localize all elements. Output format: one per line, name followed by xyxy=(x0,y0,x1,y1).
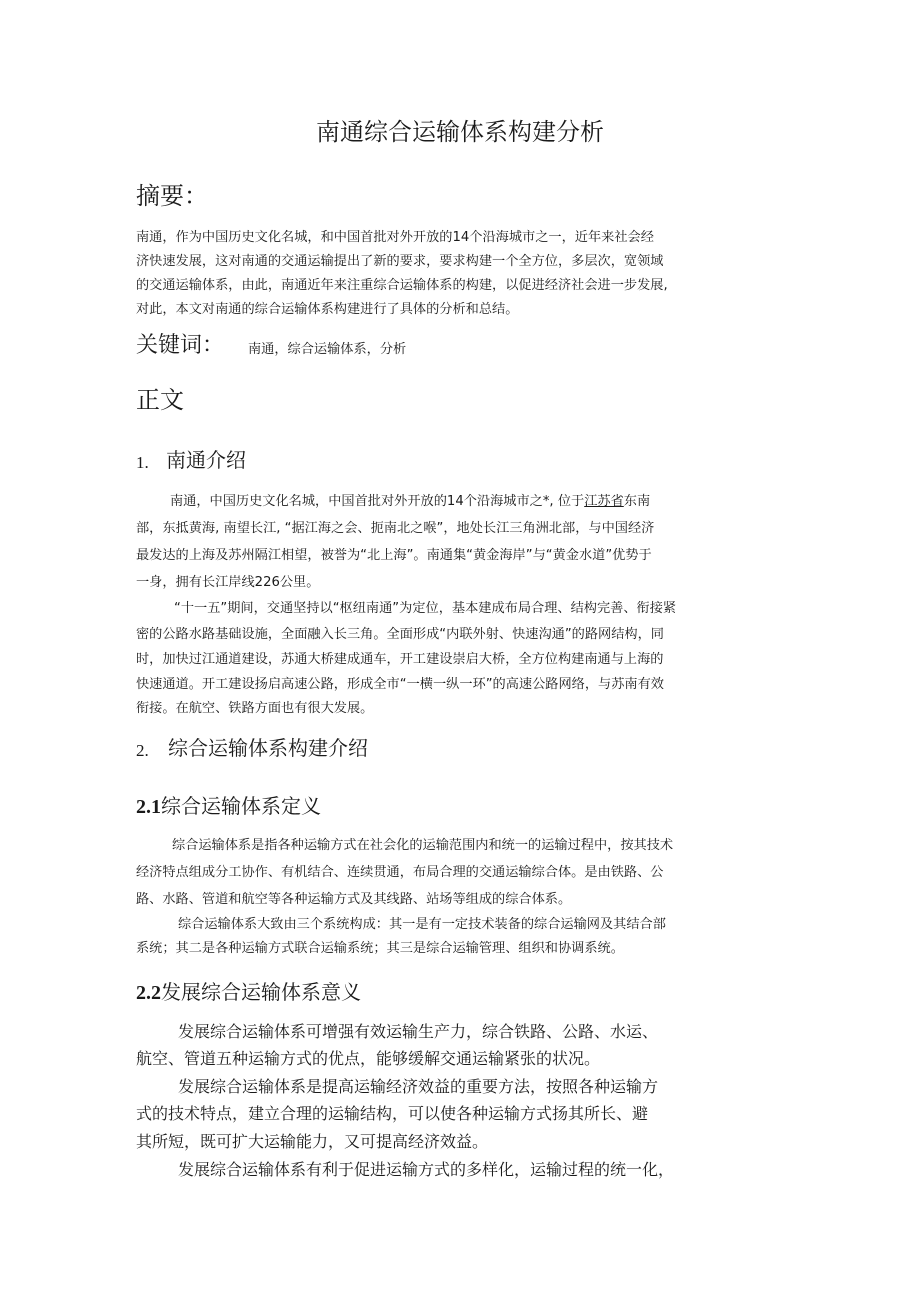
section-2-2-title: 发展综合运输体系意义 xyxy=(161,980,361,1004)
section-1-p1-line-2: 部，东抵黄海, 南望长江, “据江海之会、扼南北之喉”，地处长江三角洲北部，与中国经济 xyxy=(136,521,655,536)
section-2-1-heading xyxy=(136,792,321,821)
section-2-2-heading xyxy=(136,978,361,1007)
keywords-label: 关键词： xyxy=(136,333,225,358)
section-2-2-line-1: 发展综合运输体系可增强有效运输生产力，综合铁路、公路、水运、 xyxy=(178,1022,659,1041)
section-1-p2-line-2: 密的公路水路基础设施，全面融入长三角。全面形成“内联外射、快速沟通”的路网结构，同 xyxy=(136,627,664,642)
section-1-p1-line-4: 一身，拥有长江岸线226公里。 xyxy=(136,575,320,590)
section-2-1-p1-line-3: 路、水路、管道和航空等各种运输方式及其线路、站场等组成的综合体系。 xyxy=(136,892,572,907)
section-2-2-line-4: 式的技术特点，建立合理的运输结构，可以使各种运输方式扬其所长、避 xyxy=(136,1104,649,1123)
section-2-1-p2-line-1: 综合运输体系大致由三个系统构成：其一是有一定技术装备的综合运输网及其结合部 xyxy=(178,917,666,932)
section-1-p1-line-3: 最发达的上海及苏州隔江相望，被誉为“北上海”。南通集“黄金海岸”与“黄金水道”优势于 xyxy=(136,548,652,563)
section-2-2-number: 2.2 xyxy=(136,982,161,1004)
abstract-line-1: 南通，作为中国历史文化名城，和中国首批对外开放的14个沿海城市之一，近年来社会经 xyxy=(136,230,654,245)
section-1-number: 1. xyxy=(136,453,149,472)
section-1-p1-line-1 xyxy=(170,490,650,514)
section-2-2-line-2: 航空、管道五种运输方式的优点，能够缓解交通运输紧张的状况。 xyxy=(136,1049,601,1068)
section-1-p1-text: 南通，中国历史文化名城，中国首批对外开放的14个沿海城市之*, 位于 xyxy=(170,494,585,509)
main-heading: 正文 xyxy=(136,386,184,414)
document-title: 南通综合运输体系构建分析 xyxy=(316,118,604,146)
section-2-2-line-3: 发展综合运输体系是提高运输经济效益的重要方法，按照各种运输方 xyxy=(178,1077,659,1096)
abstract-line-2: 济快速发展，这对南通的交通运输提出了新的要求，要求构建一个全方位，多层次，宽领域 xyxy=(136,254,664,269)
jiangsu-link[interactable]: 江苏省 xyxy=(584,494,624,509)
section-2-title: 综合运输体系构建介绍 xyxy=(168,736,368,760)
section-2-1-title: 综合运输体系定义 xyxy=(161,794,321,818)
abstract-heading: 摘要： xyxy=(136,182,208,210)
section-1-title: 南通介绍 xyxy=(166,448,246,472)
abstract-line-3: 的交通运输体系，由此，南通近年来注重综合运输体系的构建，以促进经济社会进一步发展, xyxy=(136,278,668,293)
section-1-p2-line-5: 衔接。在航空、铁路方面也有很大发展。 xyxy=(136,701,374,716)
abstract-line-4: 对此，本文对南通的综合运输体系构建进行了具体的分析和总结。 xyxy=(136,302,519,317)
section-1-p1-text-end: 东南 xyxy=(623,494,651,509)
section-1-p2-line-1: “十一五”期间，交通坚持以“枢纽南通”为定位，基本建成布局合理、结构完善、衔接紧 xyxy=(174,601,677,616)
section-2-1-p1-line-2: 经济特点组成分工协作、有机结合、连续贯通，布局合理的交通运输综合体。是由铁路、公 xyxy=(136,865,664,880)
section-2-1-p2-line-2: 系统；其二是各种运输方式联合运输系统；其三是综合运输管理、组织和协调系统。 xyxy=(136,941,624,956)
section-1-p2-line-4: 快速通道。开工建设扬启高速公路，形成全市“一横一纵一环”的高速公路网络，与苏南有效 xyxy=(136,677,664,692)
section-2-number: 2. xyxy=(136,741,149,760)
section-1-p2-line-3: 时，加快过江通道建设，苏通大桥建成通车，开工建设崇启大桥，全方位构建南通与上海的 xyxy=(136,652,664,667)
section-2-1-p1-line-1: 综合运输体系是指各种运输方式在社会化的运输范围内和统一的运输过程中，按其技术 xyxy=(172,838,674,853)
section-2-2-line-5: 其所短，既可扩大运输能力，又可提高经济效益。 xyxy=(136,1132,489,1151)
section-2-2-line-6: 发展综合运输体系有利于促进运输方式的多样化，运输过程的统一化， xyxy=(178,1160,675,1179)
keywords-value: 南通，综合运输体系，分析 xyxy=(248,342,407,357)
section-2-1-number: 2.1 xyxy=(136,796,161,818)
